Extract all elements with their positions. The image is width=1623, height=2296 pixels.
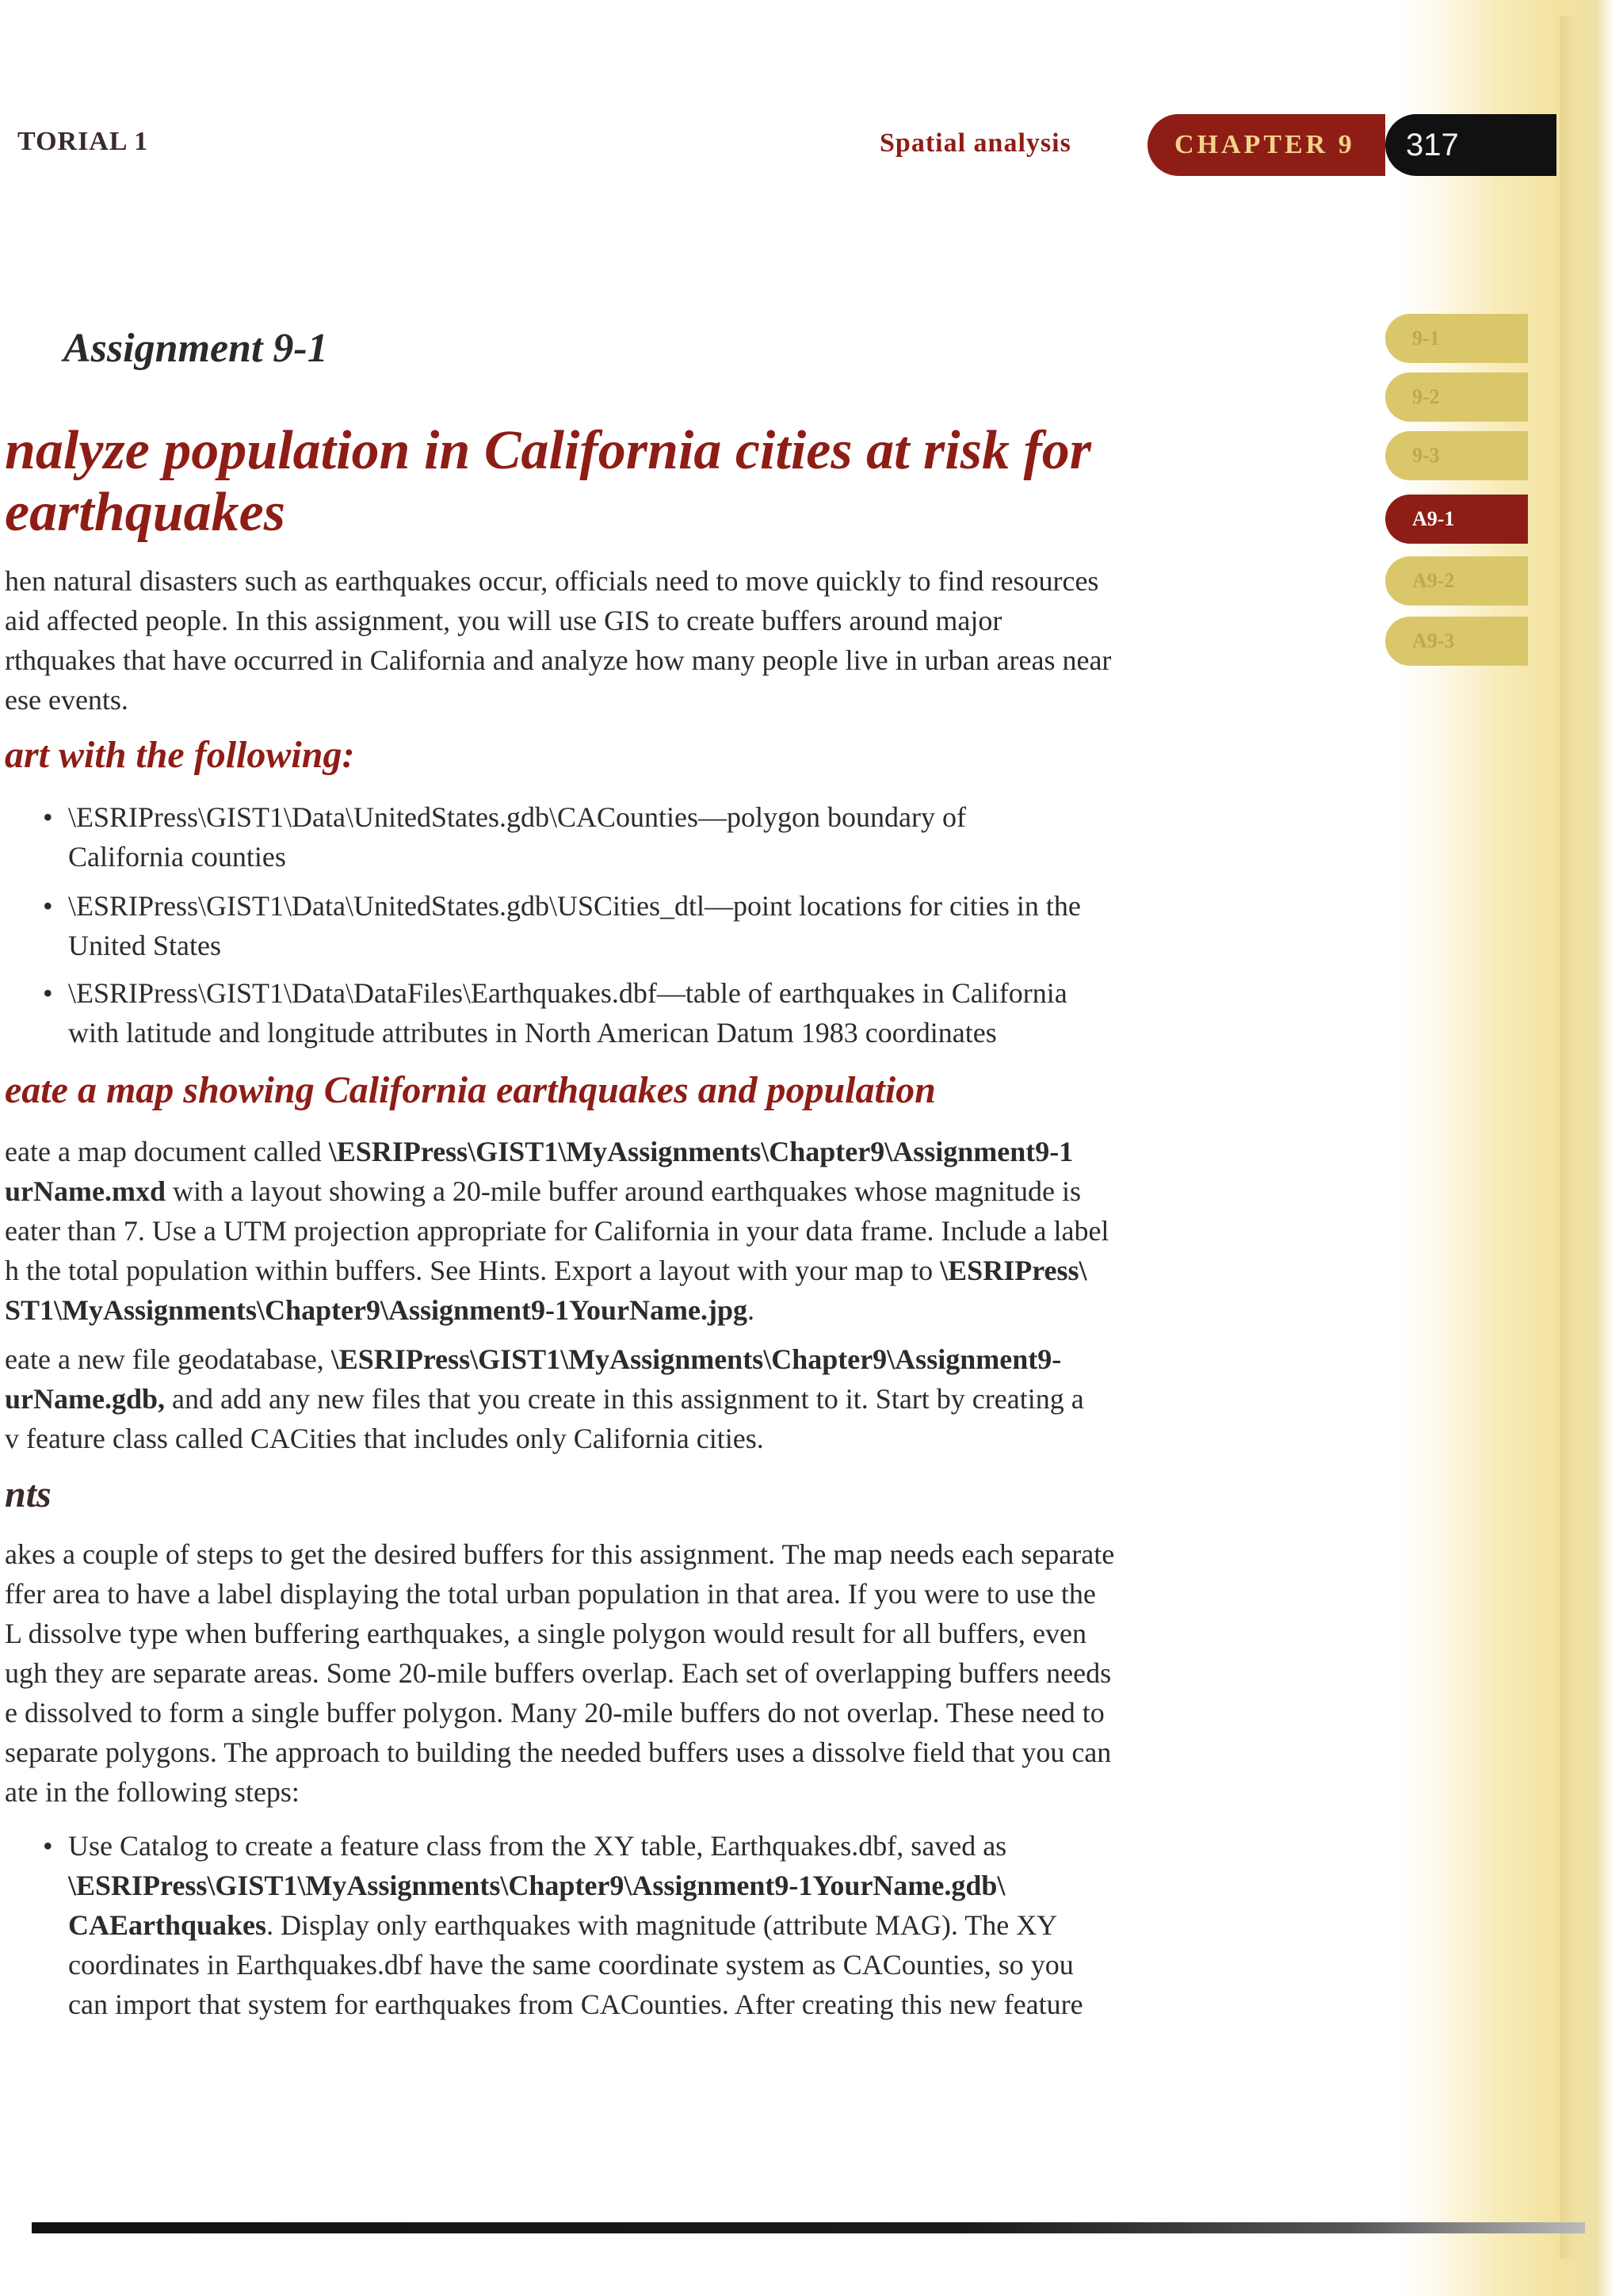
intro-paragraph bbox=[5, 561, 1320, 720]
side-tab-9-3[interactable]: 9-3 bbox=[1385, 431, 1528, 480]
hints-bullet-line-2 bbox=[68, 1866, 1276, 1905]
create-p2-line-3: v feature class called CACities that includes only California cities. bbox=[5, 1423, 764, 1454]
file-path: \ESRIPress\GIST1\MyAssignments\Chapter9\Assignment9- bbox=[330, 1343, 1062, 1375]
create-paragraph-1 bbox=[5, 1132, 1320, 1330]
text-run: . Display only earthquakes with magnitude (attribute MAG). The XY bbox=[266, 1909, 1058, 1941]
hints-line-7: ate in the following steps: bbox=[5, 1776, 300, 1808]
hints-line-3: L dissolve type when buffering earthquakes, a single polygon would result for all buffers, even bbox=[5, 1618, 1086, 1649]
side-tab-a9-3[interactable]: A9-3 bbox=[1385, 617, 1528, 666]
file-path: \ESRIPress\ bbox=[940, 1255, 1087, 1286]
hints-bullet-line-3 bbox=[68, 1905, 1276, 1945]
page-title bbox=[5, 420, 1352, 544]
page-number: 317 bbox=[1385, 114, 1556, 176]
file-path: urName.gdb, bbox=[5, 1383, 166, 1415]
list-item bbox=[40, 886, 1276, 965]
text-run: h the total population within buffers. See Hints. Export a layout with your map to bbox=[5, 1255, 941, 1286]
hints-bullet-line-5: can import that system for earthquakes from CACounties. After creating this new feature bbox=[68, 1988, 1083, 2020]
create-p2-line-2 bbox=[5, 1379, 1320, 1419]
page-title-line-1: nalyze population in California cities at risk for bbox=[5, 420, 1092, 481]
bullet-icon: • bbox=[43, 801, 53, 833]
create-p1-line-5 bbox=[5, 1290, 1320, 1330]
hints-line-2: ffer area to have a label displaying the total urban population in that area. If you were to use the bbox=[5, 1578, 1096, 1610]
create-p1-line-1 bbox=[5, 1132, 1320, 1171]
file-path: \ESRIPress\GIST1\MyAssignments\Chapter9\Assignment9-1YourName.gdb\ bbox=[68, 1870, 1006, 1901]
list-item bbox=[40, 797, 1276, 877]
hints-bullet-line-1: Use Catalog to create a feature class from the XY table, Earthquakes.dbf, saved as bbox=[68, 1830, 1007, 1862]
list-item bbox=[40, 973, 1276, 1052]
list-item-line-1: \ESRIPress\GIST1\Data\UnitedStates.gdb\USCities_dtl—point locations for cities in the bbox=[68, 890, 1081, 922]
intro-line-2: aid affected people. In this assignment, you will use GIS to create buffers around major bbox=[5, 605, 1002, 636]
list-item-line-1: \ESRIPress\GIST1\Data\UnitedStates.gdb\CACounties—polygon boundary of bbox=[68, 801, 966, 833]
file-path: ST1\MyAssignments\Chapter9\Assignment9-1YourName.jpg bbox=[5, 1294, 748, 1326]
text-run: with a layout showing a 20-mile buffer around earthquakes whose magnitude is bbox=[165, 1175, 1082, 1207]
hints-line-1: akes a couple of steps to get the desired buffers for this assignment. The map needs each separate bbox=[5, 1538, 1115, 1570]
side-tab-a9-2[interactable]: A9-2 bbox=[1385, 556, 1528, 606]
text-run: eate a new file geodatabase, bbox=[5, 1343, 331, 1375]
file-path: urName.mxd bbox=[5, 1175, 166, 1207]
create-p1-line-3: eater than 7. Use a UTM projection appropriate for California in your data frame. Include a label bbox=[5, 1215, 1109, 1247]
intro-line-3: rthquakes that have occurred in California and analyze how many people live in urban areas near bbox=[5, 644, 1112, 676]
assignment-label: Assignment 9-1 bbox=[63, 326, 328, 371]
create-paragraph-2 bbox=[5, 1339, 1320, 1458]
intro-line-1: hen natural disasters such as earthquakes occur, officials need to move quickly to find resources bbox=[5, 565, 1099, 597]
list-item-line-2: United States bbox=[68, 930, 221, 961]
text-run: . bbox=[747, 1294, 755, 1326]
hints-line-5: e dissolved to form a single buffer polygon. Many 20-mile buffers do not overlap. These need to bbox=[5, 1697, 1105, 1729]
chapter-label: CHAPTER 9 bbox=[1148, 114, 1385, 176]
list-item-line-2: California counties bbox=[68, 841, 286, 873]
section-title: Spatial analysis bbox=[880, 128, 1071, 158]
hints-bullet-line-4: coordinates in Earthquakes.dbf have the same coordinate system as CACounties, so you bbox=[68, 1949, 1074, 1981]
bullet-icon: • bbox=[43, 977, 53, 1009]
create-p1-line-4 bbox=[5, 1251, 1320, 1290]
hints-line-4: ugh they are separate areas. Some 20-mile buffers overlap. Each set of overlapping buffers needs bbox=[5, 1657, 1112, 1689]
create-heading: eate a map showing California earthquakes and population bbox=[5, 1069, 936, 1111]
file-path: \ESRIPress\GIST1\MyAssignments\Chapter9\Assignment9-1 bbox=[328, 1136, 1074, 1167]
create-p2-line-1 bbox=[5, 1339, 1320, 1379]
bottom-rule bbox=[32, 2222, 1585, 2233]
file-path: CAEarthquakes bbox=[68, 1909, 267, 1941]
start-heading: art with the following: bbox=[5, 734, 355, 776]
hints-line-6: separate polygons. The approach to building the needed buffers uses a dissolve field that you can bbox=[5, 1736, 1112, 1768]
page-title-line-2: earthquakes bbox=[5, 482, 285, 543]
hints-paragraph bbox=[5, 1534, 1320, 1812]
create-p1-line-2 bbox=[5, 1171, 1320, 1211]
text-run: and add any new files that you create in this assignment to it. Start by creating a bbox=[165, 1383, 1084, 1415]
page-edge-shadow bbox=[1560, 16, 1575, 2259]
side-tab-9-2[interactable]: 9-2 bbox=[1385, 372, 1528, 422]
list-item bbox=[40, 1826, 1276, 2024]
side-tab-9-1[interactable]: 9-1 bbox=[1385, 314, 1528, 363]
intro-line-4: ese events. bbox=[5, 684, 128, 716]
bullet-icon: • bbox=[43, 1830, 53, 1862]
side-tab-a9-1[interactable]: A9-1 bbox=[1385, 495, 1528, 544]
list-item-line-1: \ESRIPress\GIST1\Data\DataFiles\Earthquakes.dbf—table of earthquakes in California bbox=[68, 977, 1067, 1009]
bullet-icon: • bbox=[43, 890, 53, 922]
hints-heading: nts bbox=[5, 1473, 52, 1515]
text-run: eate a map document called bbox=[5, 1136, 329, 1167]
running-head: TORIAL 1 bbox=[17, 127, 149, 156]
list-item-line-2: with latitude and longitude attributes in North American Datum 1983 coordinates bbox=[68, 1017, 997, 1049]
